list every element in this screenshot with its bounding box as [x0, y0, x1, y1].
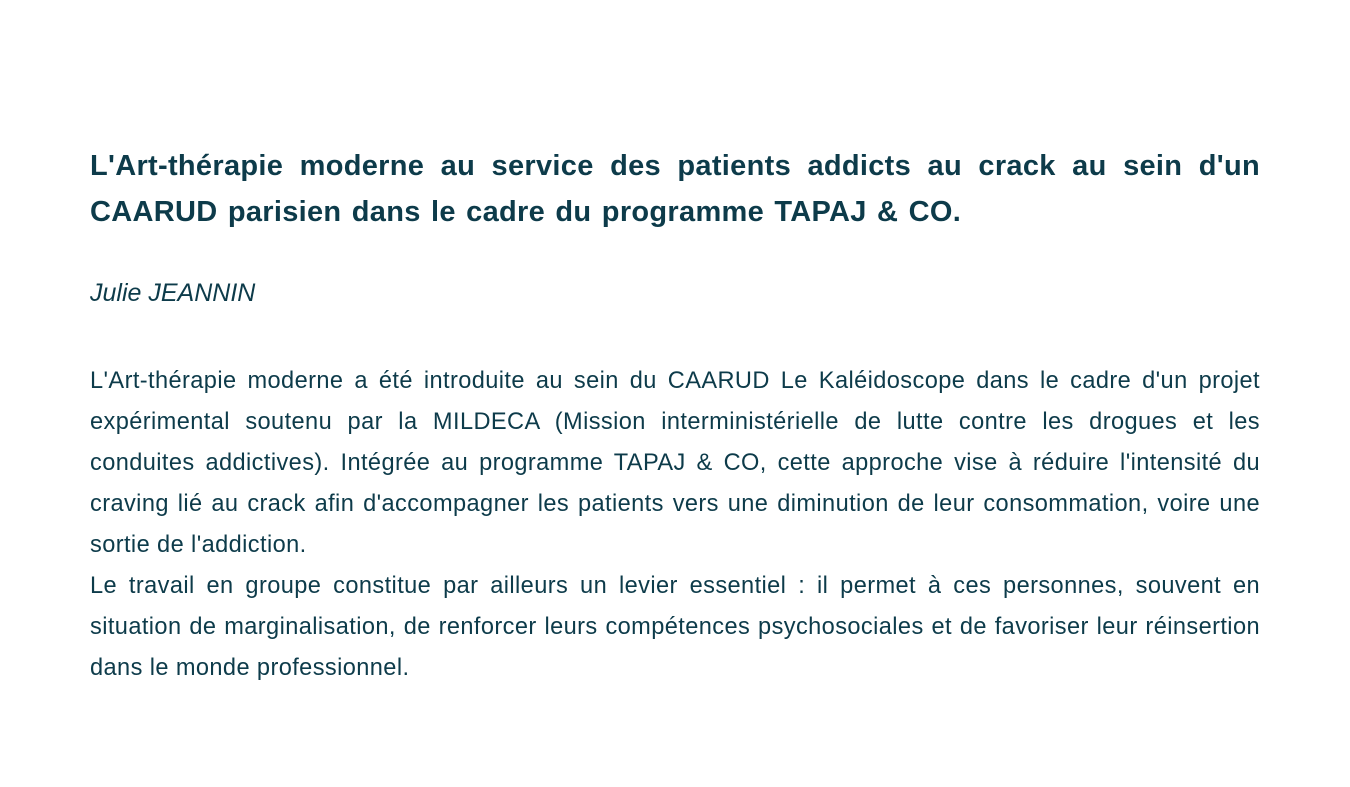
article-author: Julie JEANNIN — [90, 279, 256, 307]
article-title: L'Art-thérapie moderne au service des patients addicts au crack au sein d'un CAARUD parisien dans le cadre du programme TAPAJ & CO. — [90, 150, 1260, 228]
article-body — [90, 361, 1260, 689]
article — [90, 143, 1260, 689]
body-paragraph: L'Art-thérapie moderne a été introduite au sein du CAARUD Le Kaléidoscope dans le cadre d'un projet expérimental soutenu par la MILDECA (Mission interministérielle de lutte contre les drogues et les conduites addictives). Intégrée au programme TAPAJ & CO, cette approche vise à réduire l'intensité du craving lié au crack afin d'accompagner les patients vers une diminution de leur consommation, voire une sortie de l'addiction. — [90, 368, 1260, 558]
body-paragraph: Le travail en groupe constitue par ailleurs un levier essentiel : il permet à ces personnes, souvent en situation de marginalisation, de renforcer leurs compétences psychosociales et de favoriser leur réinsertion dans le monde professionnel. — [90, 573, 1260, 681]
